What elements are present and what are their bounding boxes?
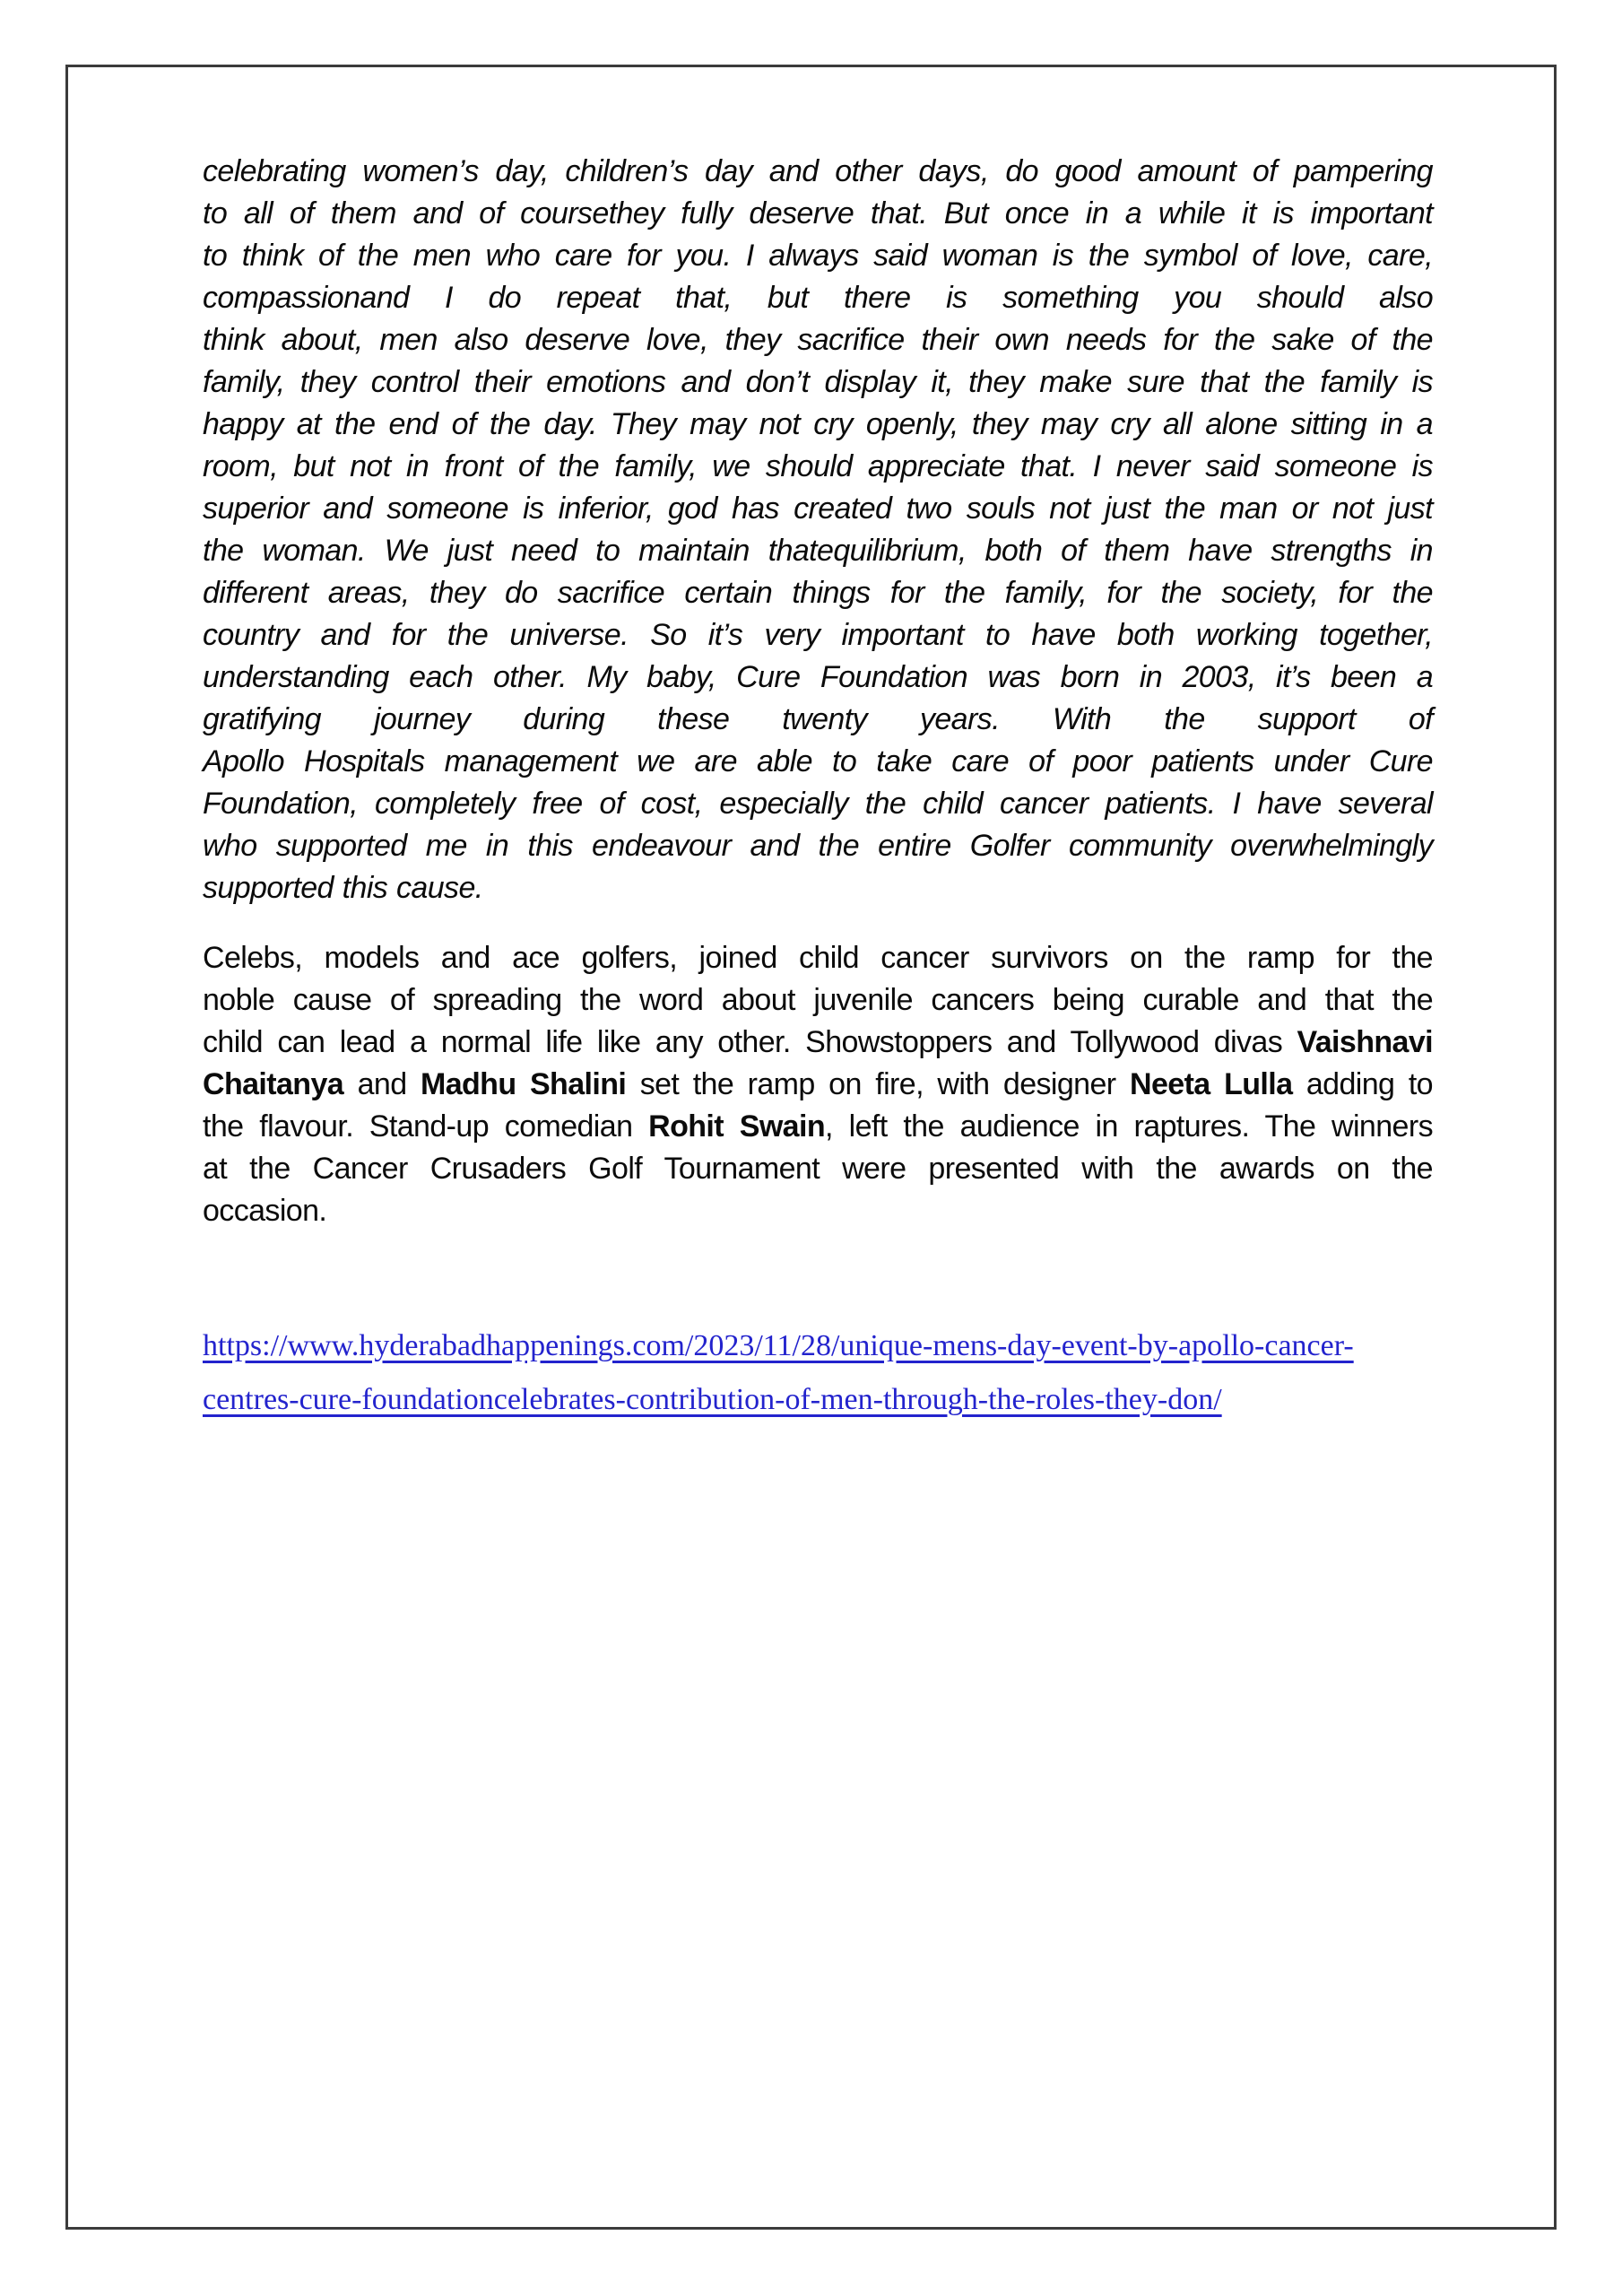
text-segment: adding to xyxy=(1292,1067,1433,1101)
text-line xyxy=(203,530,1433,572)
text-line xyxy=(203,1148,1433,1190)
text-line xyxy=(203,741,1433,783)
text-line xyxy=(203,151,1433,193)
text-segment: Apollo Hospitals management we are able to take care of poor patients under Cure xyxy=(203,744,1433,778)
text-segment: gratifying journey during these twenty years. With the support of xyxy=(203,702,1433,736)
text-segment: to think of the men who care for you. I always said woman is the symbol of love, care, xyxy=(203,239,1433,273)
page-border xyxy=(65,65,1557,2230)
text-line xyxy=(203,699,1433,741)
quote-paragraph xyxy=(203,151,1433,909)
text-line xyxy=(203,979,1433,1022)
text-segment: celebrating women’s day, children’s day and other days, do good amount of pampering xyxy=(203,154,1433,188)
text-segment: think about, men also deserve love, they sacrifice their own needs for the sake of the xyxy=(203,323,1433,357)
text-segment: different areas, they do sacrifice certain things for the family, for the society, for the xyxy=(203,576,1433,610)
text-segment: and xyxy=(343,1067,421,1101)
document-content xyxy=(203,151,1433,1427)
text-line xyxy=(203,1064,1433,1106)
text-line-last: supported this cause. xyxy=(203,871,483,905)
event-paragraph xyxy=(203,937,1433,1232)
link-text-line[interactable]: centres-cure-foundationcelebrates-contribution-of-men-through-the-roles-they-don/ xyxy=(203,1383,1222,1416)
text-segment: happy at the end of the day. They may not cry openly, they may cry all alone sitting in a xyxy=(203,407,1433,441)
text-segment: , left the audience in raptures. The winners xyxy=(825,1109,1433,1144)
text-line xyxy=(203,488,1433,530)
text-line xyxy=(203,825,1433,867)
text-segment: Celebs, models and ace golfers, joined child cancer survivors on the ramp for the xyxy=(203,941,1433,975)
text-line xyxy=(203,361,1433,404)
text-segment: set the ramp on fire, with designer xyxy=(626,1067,1130,1101)
article-url-link[interactable] xyxy=(203,1319,1433,1427)
text-segment: family, they control their emotions and don’t display it, they make sure that the family is xyxy=(203,365,1433,399)
text-line xyxy=(203,319,1433,361)
text-line xyxy=(203,937,1433,979)
text-segment: understanding each other. My baby, Cure Foundation was born in 2003, it’s been a xyxy=(203,660,1433,694)
text-line xyxy=(203,446,1433,488)
text-line xyxy=(203,614,1433,657)
text-segment: compassionand I do repeat that, but there is something you should also xyxy=(203,281,1433,315)
text-segment: Foundation, completely free of cost, especially the child cancer patients. I have several xyxy=(203,787,1433,821)
text-line xyxy=(203,1022,1433,1064)
text-segment: room, but not in front of the family, we should appreciate that. I never said someone is xyxy=(203,449,1433,483)
text-line xyxy=(203,1106,1433,1148)
text-segment: the woman. We just need to maintain thatequilibrium, both of them have strengths in xyxy=(203,534,1433,568)
text-segment: the flavour. Stand-up comedian xyxy=(203,1109,649,1144)
text-segment: who supported me in this endeavour and the entire Golfer community overwhelmingly xyxy=(203,829,1433,863)
text-segment: at the Cancer Crusaders Golf Tournament were presented with the awards on the xyxy=(203,1152,1433,1186)
bold-name: Neeta Lulla xyxy=(1130,1067,1293,1101)
bold-name: Chaitanya xyxy=(203,1067,344,1101)
text-line xyxy=(203,657,1433,699)
text-line xyxy=(203,572,1433,614)
text-segment: to all of them and of coursethey fully deserve that. But once in a while it is important xyxy=(203,196,1433,230)
text-line-last: occasion. xyxy=(203,1194,327,1228)
text-line xyxy=(203,404,1433,446)
bold-name: Madhu Shalini xyxy=(420,1067,627,1101)
text-segment: child can lead a normal life like any other. Showstoppers and Tollywood divas xyxy=(203,1025,1297,1059)
text-line xyxy=(203,193,1433,235)
bold-name: Vaishnavi xyxy=(1297,1025,1433,1059)
text-line xyxy=(203,277,1433,319)
text-line xyxy=(203,783,1433,825)
link-text-line[interactable]: https://www.hyderabadhappenings.com/2023/11/28/unique-mens-day-event-by-apollo-cancer- xyxy=(203,1329,1354,1362)
bold-name: Rohit Swain xyxy=(648,1109,826,1144)
text-segment: noble cause of spreading the word about juvenile cancers being curable and that the xyxy=(203,983,1433,1017)
text-segment: superior and someone is inferior, god has created two souls not just the man or not just xyxy=(203,491,1433,526)
text-segment: country and for the universe. So it’s very important to have both working together, xyxy=(203,618,1433,652)
text-line xyxy=(203,235,1433,277)
